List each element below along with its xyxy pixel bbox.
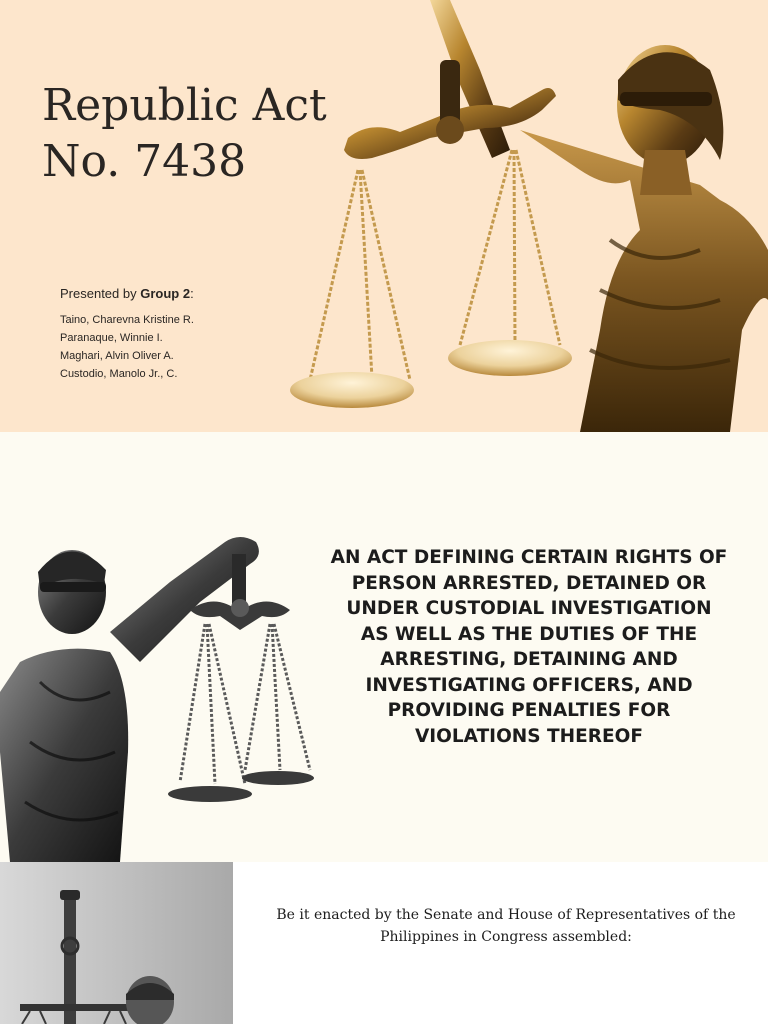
member-name: Maghari, Alvin Oliver A. [60, 350, 174, 362]
act-description-line: AS WELL AS THE DUTIES OF THE [360, 623, 698, 645]
act-description-line: PROVIDING PENALTIES FOR [387, 700, 671, 721]
member-list [60, 311, 194, 383]
lady-justice-gold-image [280, 0, 768, 432]
title-line-2: No. 7438 [42, 136, 247, 187]
member-name: Custodio, Manolo Jr., C. [60, 368, 178, 380]
presented-by-group: Group 2 [140, 286, 191, 301]
slide-title [0, 0, 768, 432]
presented-by-suffix: : [190, 286, 194, 301]
enacting-clause-line: Be it enacted by the Senate and House of Representatives of the [276, 907, 736, 923]
lady-justice-dark-image [0, 512, 330, 862]
presented-by-prefix: Presented by [60, 286, 141, 301]
act-description [326, 545, 732, 749]
act-description-line: UNDER CUSTODIAL INVESTIGATION [346, 598, 712, 619]
enacting-clause-line: Philippines in Congress assembled: [380, 929, 632, 945]
slide-enacting-clause [0, 862, 768, 1024]
act-description-line: INVESTIGATING OFFICERS, AND [365, 674, 693, 696]
enacting-clause [256, 904, 756, 948]
act-description-line: AN ACT DEFINING CERTAIN RIGHTS OF [330, 547, 728, 568]
member-name: Taino, Charevna Kristine R. [60, 314, 194, 326]
act-description-line: PERSON ARRESTED, DETAINED OR [351, 572, 707, 594]
member-name: Paranaque, Winnie I. [60, 332, 163, 344]
act-description-line: VIOLATIONS THEREOF [414, 725, 644, 747]
slide-act-title [0, 432, 768, 862]
lady-justice-grayscale-image [0, 862, 233, 1024]
act-description-line: ARRESTING, DETAINING AND [380, 649, 678, 670]
presented-by [60, 286, 194, 301]
title-line-1: Republic Act [42, 80, 327, 131]
